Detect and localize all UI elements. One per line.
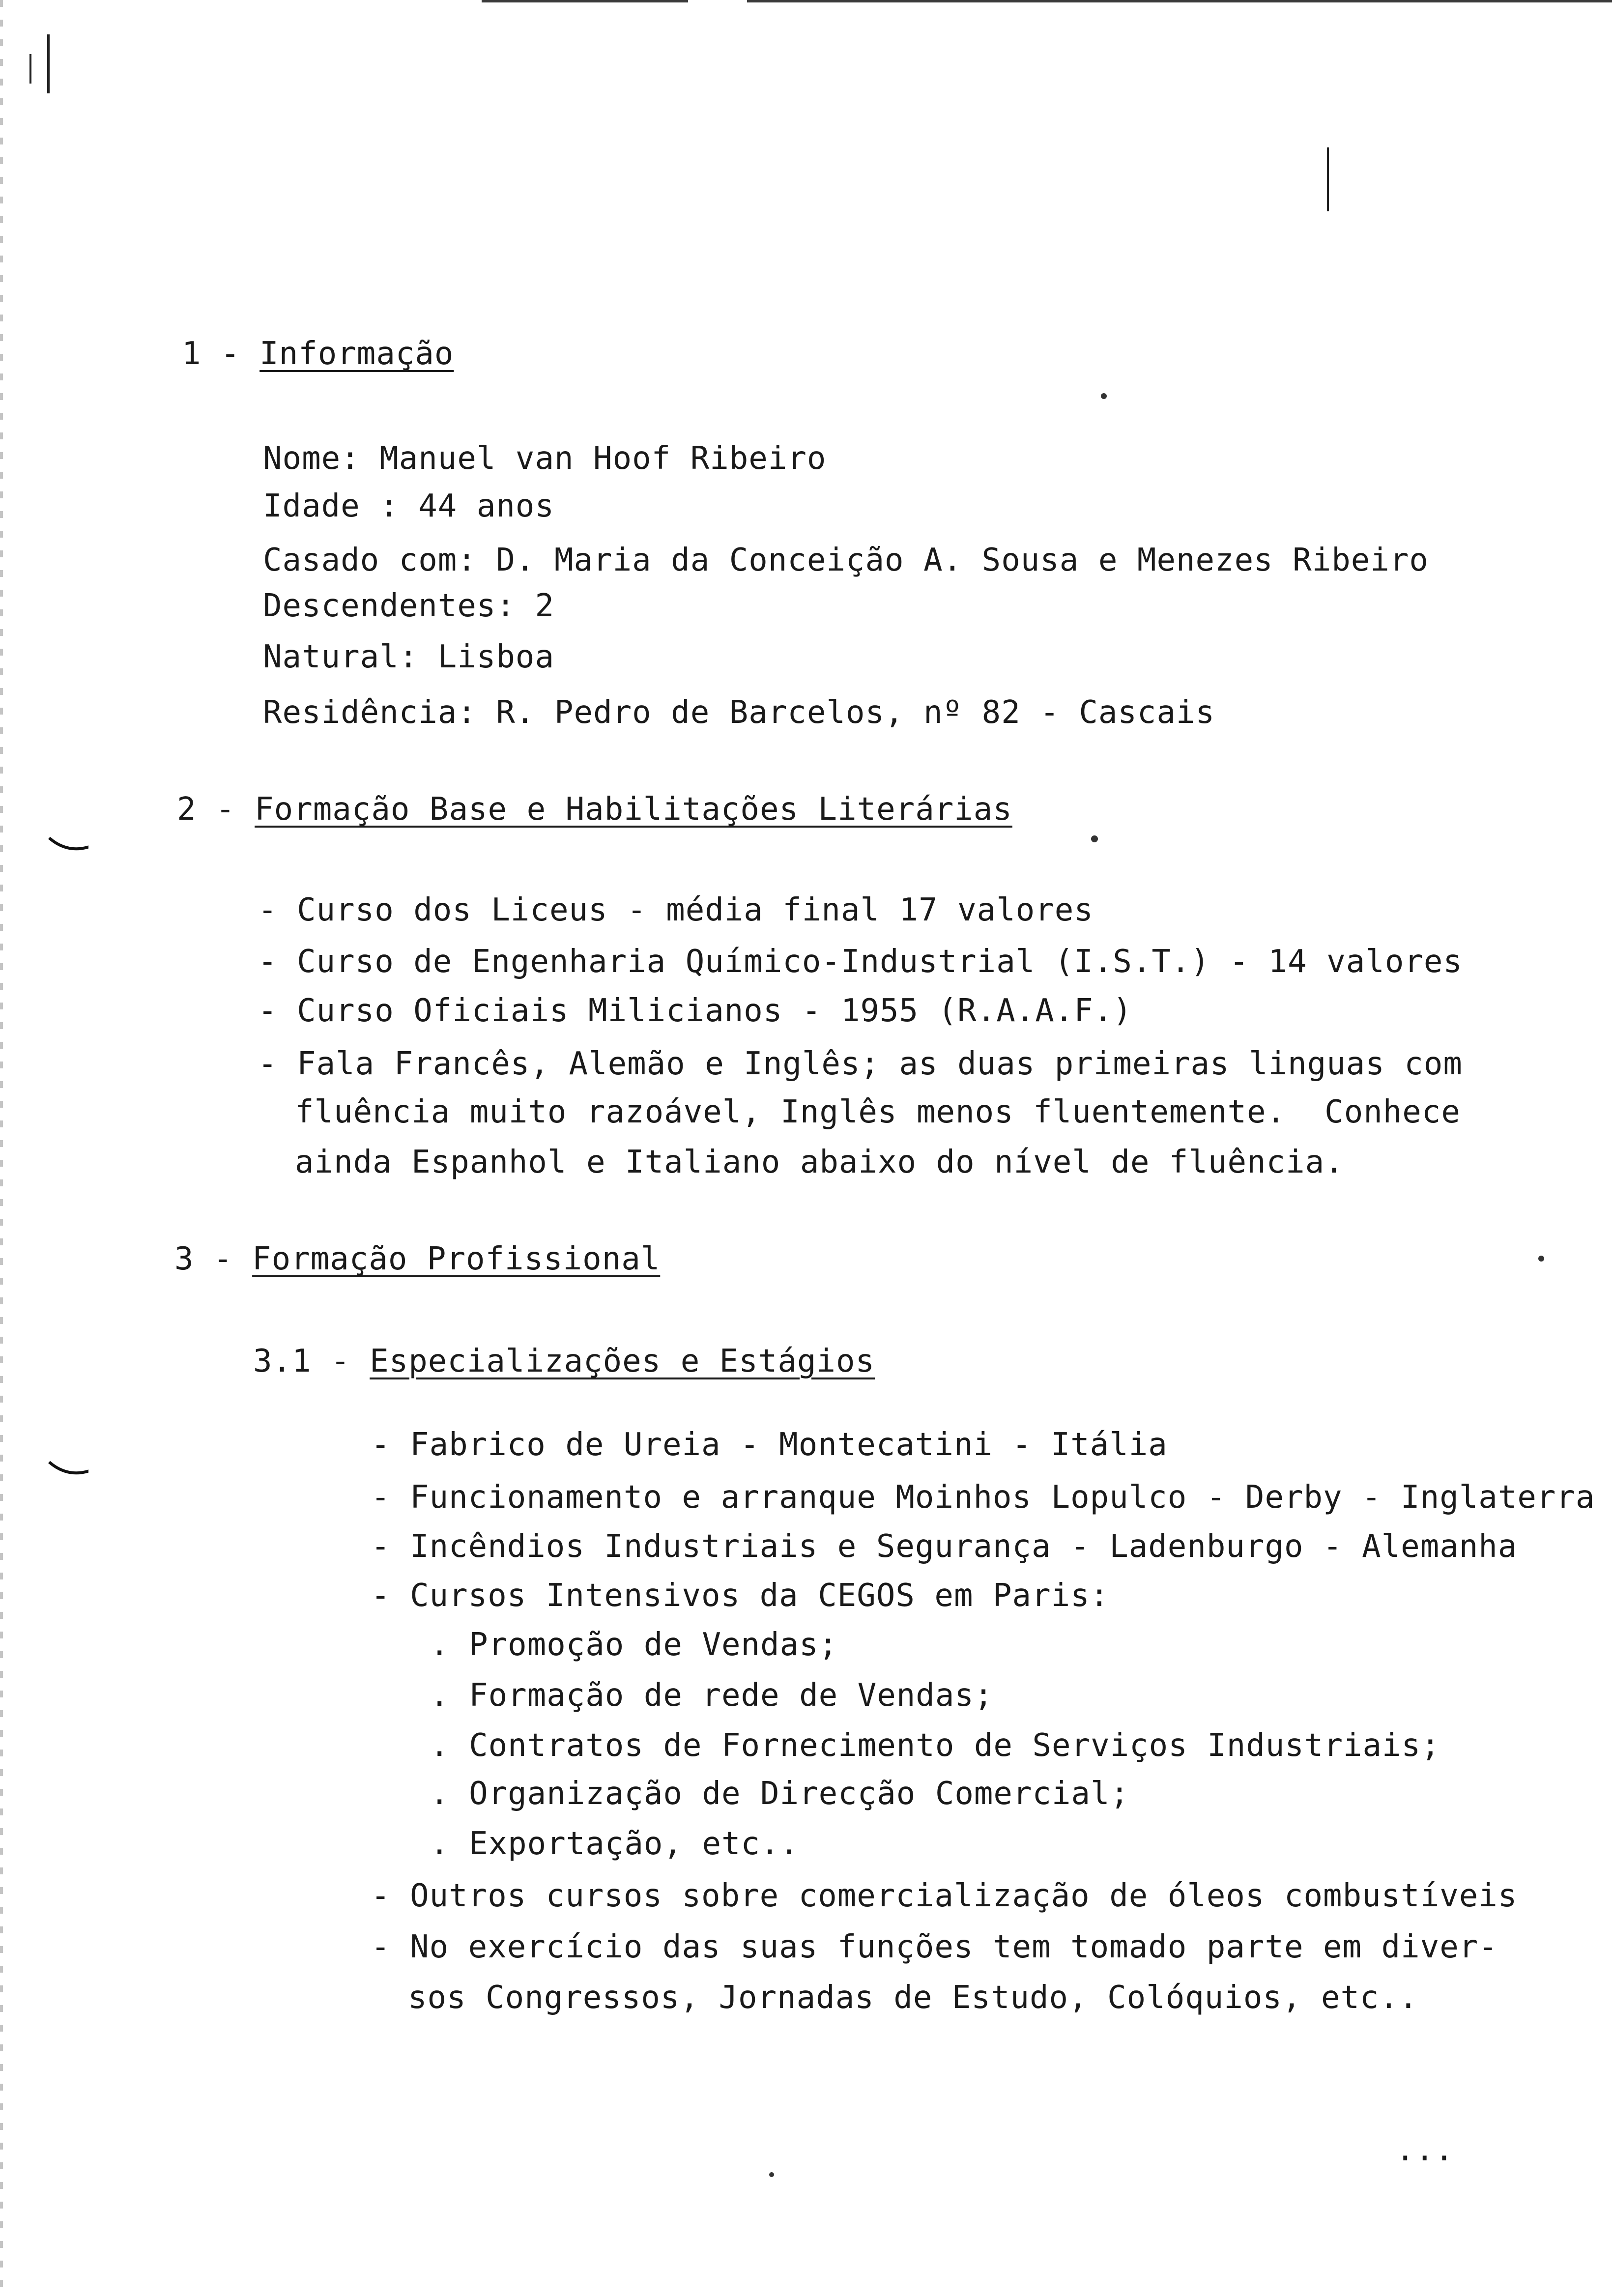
section-title: Informação — [259, 336, 454, 372]
top-edge-rule — [482, 0, 688, 2]
list-item: - Curso Oficiais Milicianos - 1955 (R.A.A.F.) — [258, 993, 1132, 1029]
binder-hole-mark — [0, 831, 88, 875]
corner-scan-mark — [29, 54, 31, 84]
list-item: - Outros cursos sobre comercialização de óleos combustíveis — [371, 1878, 1518, 1914]
page-continuation-mark: ... — [1396, 2132, 1454, 2168]
sub-list-item: . Contratos de Fornecimento de Serviços Industriais; — [430, 1727, 1440, 1764]
corner-scan-mark — [47, 34, 50, 93]
section-number: 3 - — [174, 1241, 253, 1277]
sub-list-item: . Formação de rede de Vendas; — [430, 1677, 994, 1714]
ink-speck — [769, 2172, 774, 2177]
list-item: - Cursos Intensivos da CEGOS em Paris: — [371, 1578, 1110, 1614]
list-item: - No exercício das suas funções tem tomado parte em diver- — [371, 1929, 1498, 1965]
section-2-heading — [177, 790, 1012, 829]
field-idade: Idade : 44 anos — [263, 488, 554, 524]
sub-list-item: . Promoção de Vendas; — [430, 1627, 838, 1663]
subsection-number: 3.1 - — [253, 1343, 370, 1379]
sub-list-item: . Exportação, etc.. — [430, 1826, 800, 1862]
binder-hole-mark — [0, 1455, 88, 1499]
subsection-title: Especializações e Estágios — [370, 1343, 875, 1379]
left-scan-edge — [0, 0, 3, 2296]
list-item-continuation: sos Congressos, Jornadas de Estudo, Colóquios, etc.. — [408, 1980, 1418, 2016]
subsection-3-1-heading — [253, 1342, 875, 1381]
list-item: - Fabrico de Ureia - Montecatini - Itália — [371, 1427, 1168, 1463]
ink-speck — [1538, 1256, 1544, 1262]
list-item-continuation: ainda Espanhol e Italiano abaixo do nível de fluência. — [295, 1144, 1344, 1180]
field-casado: Casado com: D. Maria da Conceição A. Sousa e Menezes Ribeiro — [263, 542, 1429, 578]
top-edge-rule — [747, 0, 1612, 2]
list-item-continuation: fluência muito razoável, Inglês menos fluentemente. Conhece — [295, 1094, 1461, 1130]
ink-speck — [1101, 393, 1107, 399]
field-nome: Nome: Manuel van Hoof Ribeiro — [263, 440, 827, 477]
section-number: 2 - — [177, 791, 255, 828]
field-residencia: Residência: R. Pedro de Barcelos, nº 82 - Cascais — [263, 694, 1215, 731]
field-descendentes: Descendentes: 2 — [263, 588, 554, 624]
list-item: - Curso de Engenharia Químico-Industrial (I.S.T.) - 14 valores — [258, 944, 1463, 980]
section-3-heading — [174, 1239, 660, 1279]
list-item: - Incêndios Industriais e Segurança - Ladenburgo - Alemanha — [371, 1528, 1518, 1565]
list-item: - Curso dos Liceus - média final 17 valores — [258, 892, 1094, 928]
section-title: Formação Base e Habilitações Literárias — [255, 791, 1012, 828]
field-natural: Natural: Lisboa — [263, 639, 554, 675]
ink-speck — [1091, 835, 1098, 842]
section-1-heading — [182, 334, 454, 373]
section-title: Formação Profissional — [252, 1241, 661, 1277]
section-number: 1 - — [182, 336, 260, 372]
margin-pen-stroke — [1327, 147, 1329, 211]
sub-list-item: . Organização de Direcção Comercial; — [430, 1776, 1130, 1812]
list-item: - Fala Francês, Alemão e Inglês; as duas primeiras linguas com — [258, 1046, 1463, 1082]
list-item: - Funcionamento e arranque Moinhos Lopulco - Derby - Inglaterra — [371, 1479, 1595, 1516]
